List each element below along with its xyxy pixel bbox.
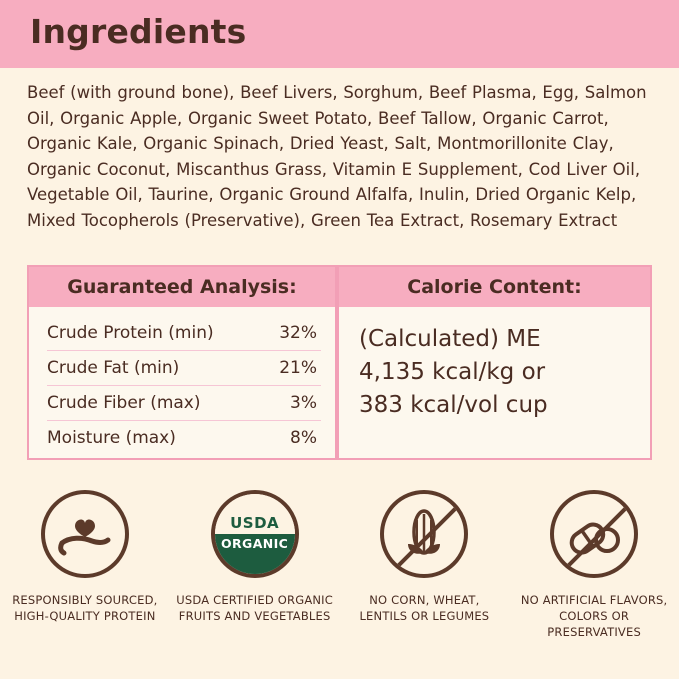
row-label: Crude Fiber (max) [47, 393, 201, 413]
row-value: 21% [279, 358, 317, 378]
table-row [47, 316, 321, 351]
row-label: Crude Fat (min) [47, 358, 180, 378]
badge-caption: NO ARTIFICIAL FLAVORS, COLORS OR PRESERVATIVES [520, 593, 668, 639]
badge-caption: USDA CERTIFIED ORGANIC FRUITS AND VEGETABLES [176, 593, 334, 623]
usda-organic-seal-icon [211, 490, 299, 578]
usda-bottom-text: ORGANIC [220, 536, 289, 551]
row-label: Moisture (max) [47, 428, 176, 448]
badge-caption: RESPONSIBLY SOURCED, HIGH-QUALITY PROTEIN [12, 593, 158, 623]
calorie-line-3: 383 kcal/vol cup [359, 392, 548, 418]
guaranteed-analysis-rows [29, 307, 335, 455]
row-label: Crude Protein (min) [47, 323, 214, 343]
calorie-line-2: 4,135 kcal/kg or [359, 359, 546, 385]
row-value: 8% [290, 428, 317, 448]
row-value: 32% [279, 323, 317, 343]
usda-top-text: USDA [230, 514, 280, 532]
badge-caption: NO CORN, WHEAT, LENTILS OR LEGUMES [359, 593, 490, 623]
badge-no-artificial-flavors [509, 490, 679, 640]
badge-no-corn [340, 490, 510, 640]
calorie-content-panel [337, 265, 652, 460]
no-corn-icon [380, 490, 468, 578]
guaranteed-analysis-title: Guaranteed Analysis: [29, 267, 335, 307]
calorie-content-body [339, 307, 650, 422]
page-title: Ingredients [30, 12, 247, 51]
ingredients-text: Beef (with ground bone), Beef Livers, Sorghum, Beef Plasma, Egg, Salmon Oil, Organic Apple, Organic Sweet Potato, Beef Tallow, Organic Carrot, Organic Kale, Organic Spinach, Dried Yeast, Salt, Montmorillonite Clay, Organic Coconut, Miscanthus Grass, Vitamin E Supplement, Cod Liver Oil, Vegetable Oil, Taurine, Organic Ground Alfalfa, Inulin, Dried Organic Kelp, Mixed Tocopherols (Preservative), Green Tea Extract, Rosemary Extract [27, 83, 647, 230]
calorie-content-title: Calorie Content: [339, 267, 650, 307]
row-value: 3% [290, 393, 317, 413]
calorie-line-1: (Calculated) ME [359, 326, 541, 352]
no-artificial-flavors-icon [550, 490, 638, 578]
guaranteed-analysis-panel [27, 265, 337, 460]
feature-badges [0, 490, 679, 640]
badge-responsibly-sourced [0, 490, 170, 640]
badge-usda-organic [170, 490, 340, 640]
hand-holding-heart-icon [41, 490, 129, 578]
table-row [47, 386, 321, 421]
analysis-panels [27, 265, 652, 460]
table-row [47, 421, 321, 455]
table-row [47, 351, 321, 386]
